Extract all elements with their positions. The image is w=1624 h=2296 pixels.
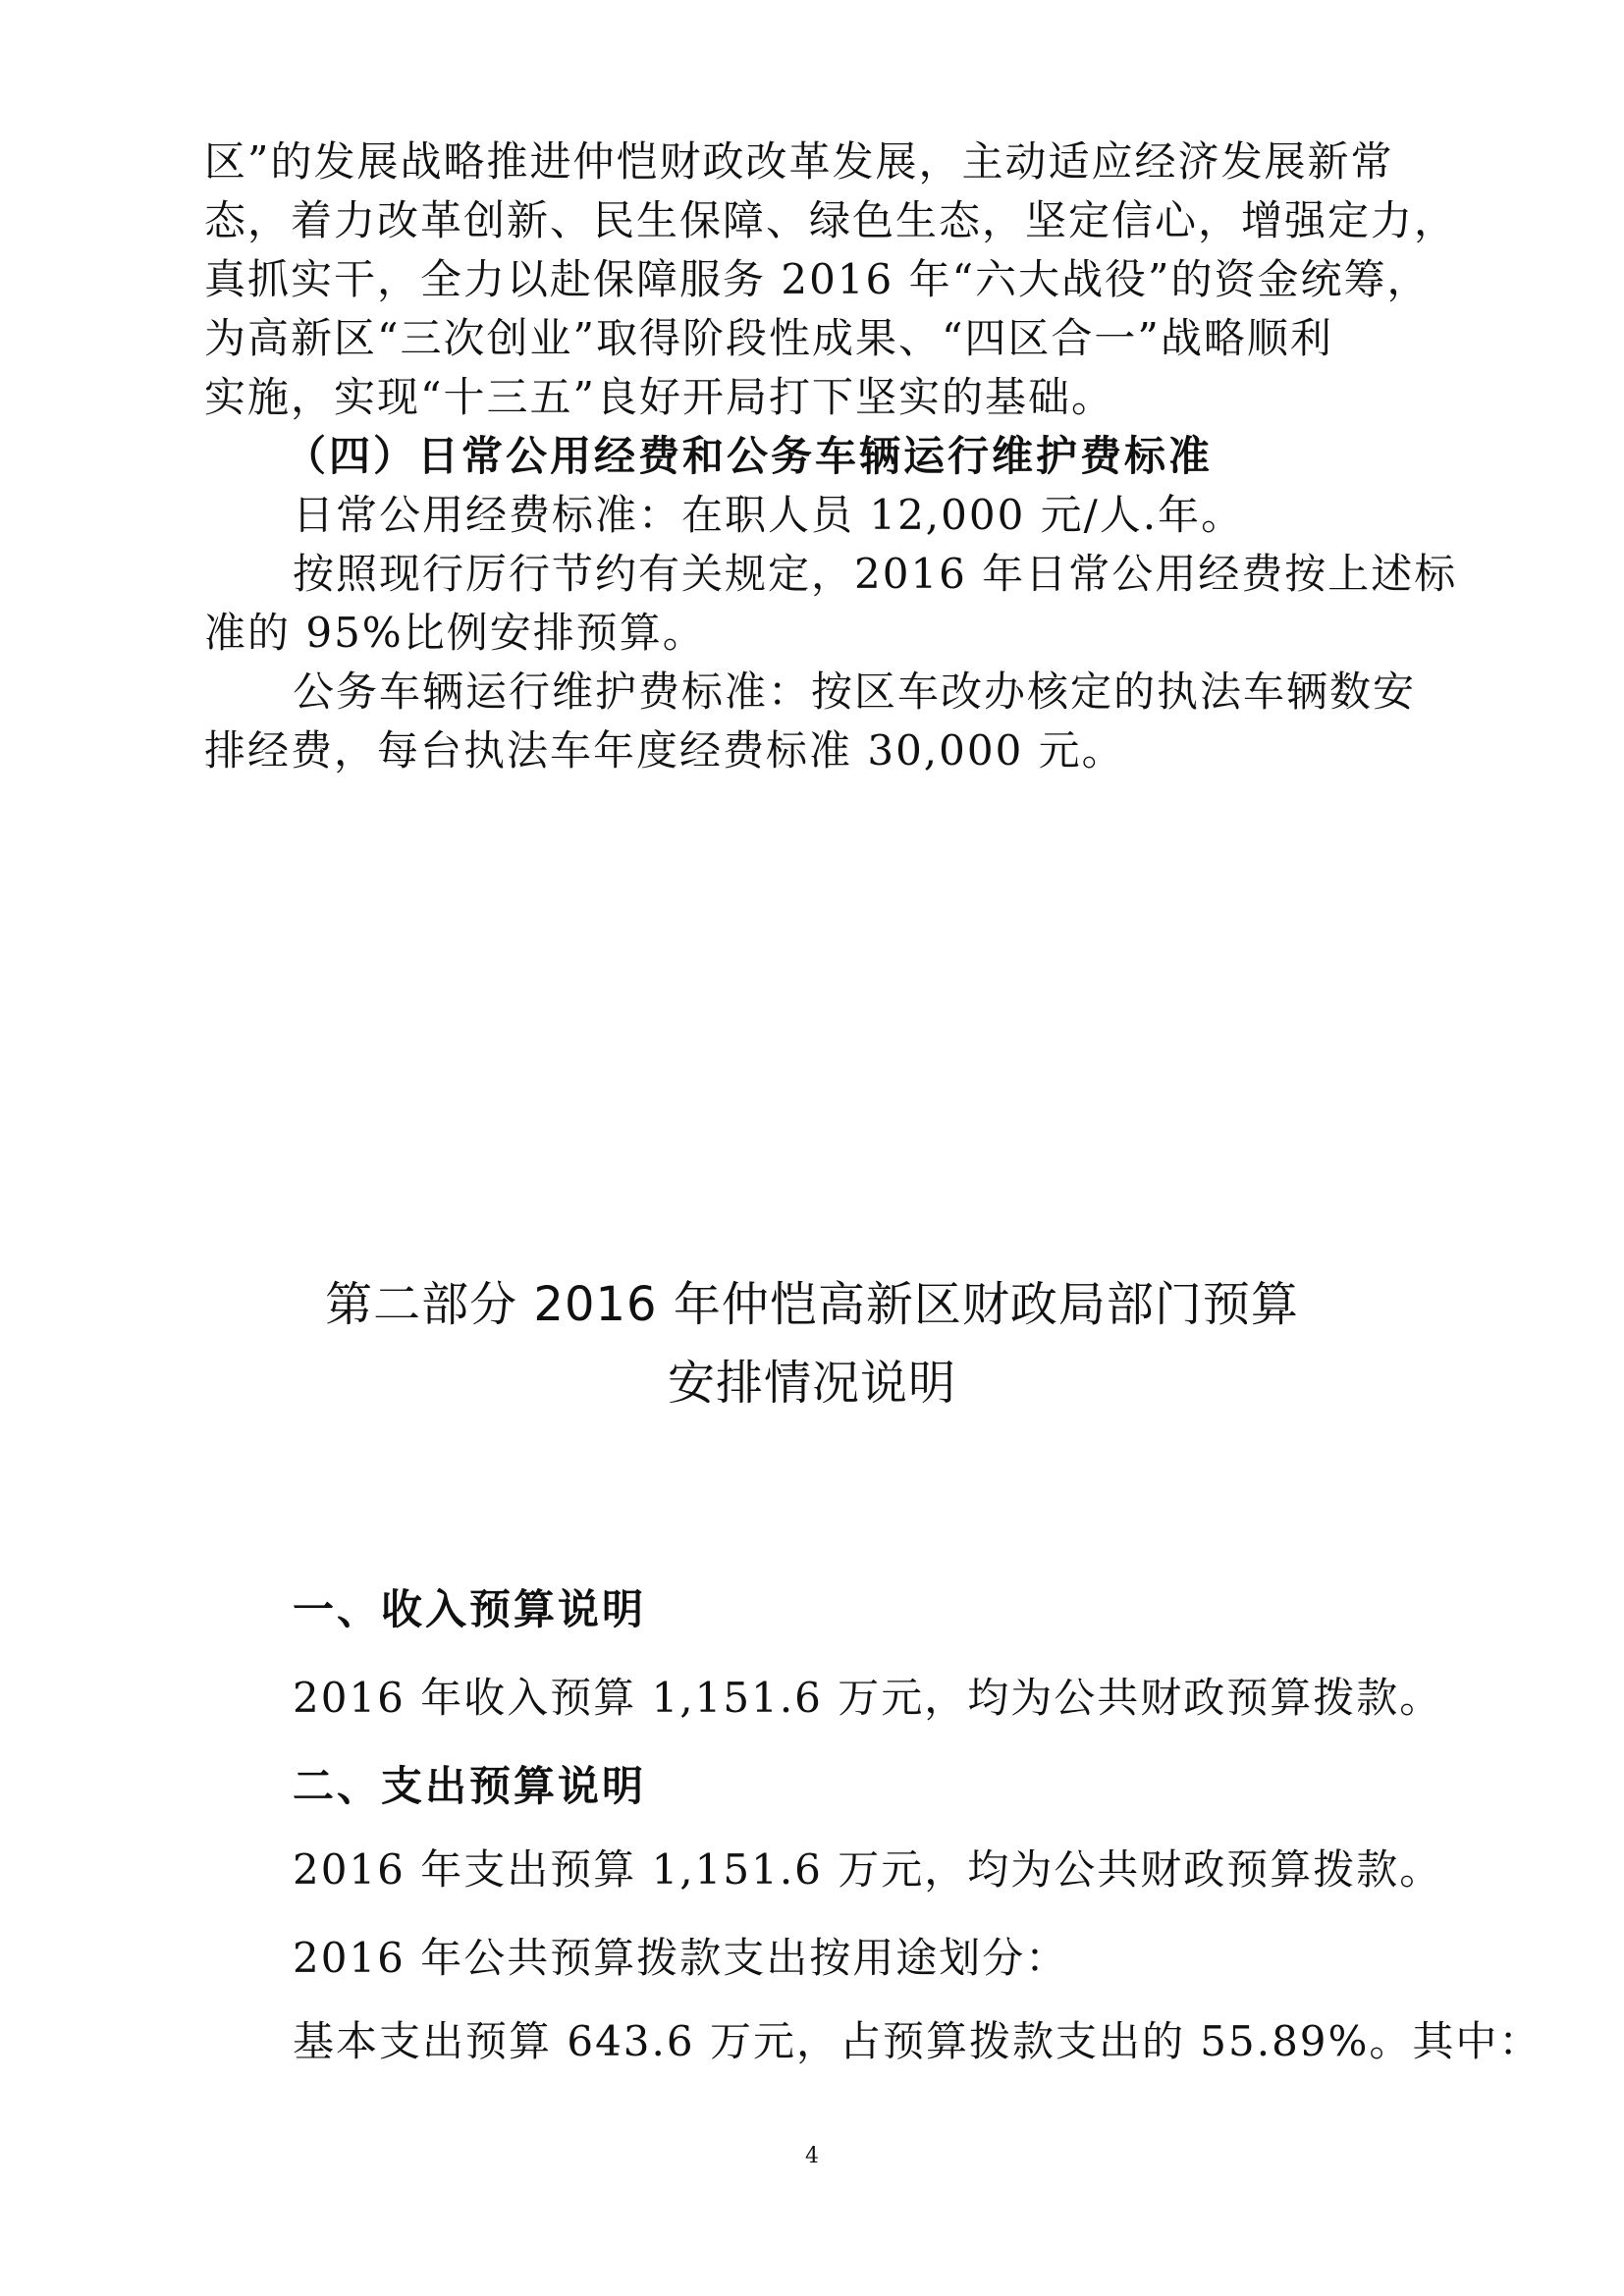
- income-text: 2016 年收入预算 1,151.6 万元，均为公共财政预算拨款。: [293, 1674, 1443, 1722]
- section-four-heading: （四）日常公用经费和公务车辆运行维护费标准: [285, 432, 1214, 480]
- vehicle-line-2: 排经费，每台执法车年度经费标准 30,000 元。: [204, 726, 1125, 774]
- expenditure-line-1: 2016 年支出预算 1,151.6 万元，均为公共财政预算拨款。: [293, 1845, 1443, 1894]
- office-expense-standard: 日常公用经费标准：在职人员 12,000 元/人.年。: [293, 491, 1245, 539]
- intro-line-1: 区”的发展战略推进仲恺财政改革发展，主动适应经济发展新常: [204, 137, 1394, 186]
- intro-line-5: 实施，实现“十三五”良好开局打下坚实的基础。: [204, 373, 1114, 421]
- page-number: 4: [805, 2144, 819, 2168]
- saving-line-1: 按照现行厉行节约有关规定，2016 年日常公用经费按上述标: [293, 550, 1458, 598]
- intro-line-3: 真抓实干，全力以赴保障服务 2016 年“六大战役”的资金统筹，: [204, 255, 1431, 303]
- vehicle-line-1: 公务车辆运行维护费标准：按区车改办核定的执法车辆数安: [293, 667, 1417, 716]
- part-two-title-line-1: 第二部分 2016 年仲恺高新区财政局部门预算: [325, 1277, 1299, 1332]
- saving-line-2: 准的 95%比例安排预算。: [204, 609, 706, 657]
- intro-line-2: 态，着力改革创新、民生保障、绿色生态，坚定信心，增强定力，: [204, 196, 1458, 244]
- expenditure-line-3: 基本支出预算 643.6 万元，占预算拨款支出的 55.89%。其中：: [293, 2017, 1543, 2065]
- income-heading: 一、收入预算说明: [293, 1585, 647, 1633]
- part-two-title-line-2: 安排情况说明: [667, 1356, 956, 1411]
- expenditure-heading: 二、支出预算说明: [293, 1762, 647, 1810]
- intro-line-4: 为高新区“三次创业”取得阶段性成果、“四区合一”战略顺利: [204, 314, 1333, 362]
- expenditure-line-2: 2016 年公共预算拨款支出按用途划分：: [293, 1934, 1069, 1982]
